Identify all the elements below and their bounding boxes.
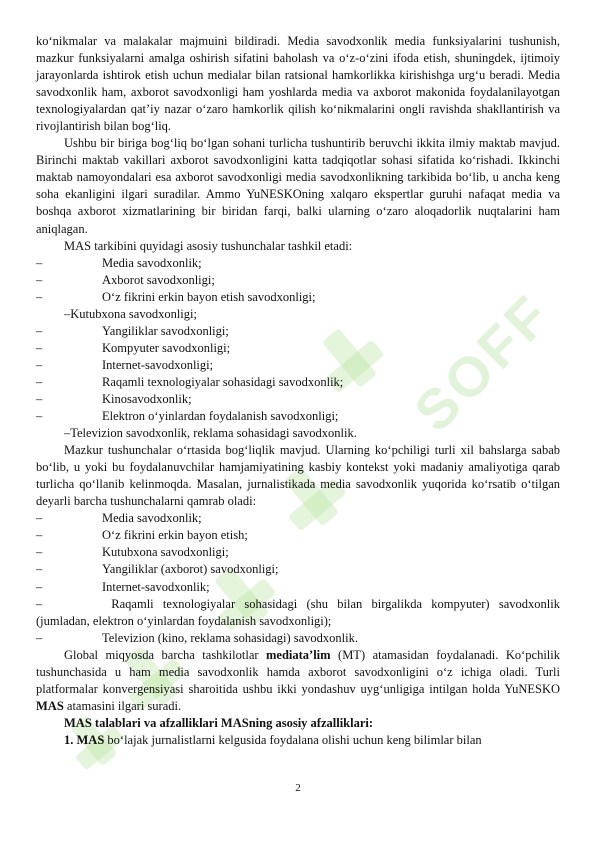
list-item-text: Yangiliklar (axborot) savodxonligi;	[102, 562, 279, 577]
paragraph	[36, 715, 560, 732]
list-item-text: O‘z fikrini erkin bayon etish;	[102, 528, 248, 543]
list-item-text: O‘z fikrini erkin bayon etish savodxonligi;	[102, 289, 316, 304]
list-item-text: Televizion (kino, reklama sohasidagi) savodxonlik.	[102, 630, 359, 645]
list-dash: –	[36, 409, 43, 424]
page-number: 2	[295, 782, 301, 794]
text-run: bo‘lajak jurnalistlarni kelgusida foydalana olishi uchun keng bilimlar bilan	[104, 732, 482, 747]
list-item	[36, 357, 560, 374]
document-body	[36, 33, 560, 749]
list-item-text: Internet-savodxonlik;	[102, 579, 210, 594]
text-run: (MT) atamasidan foydalanadi. Ko‘pchilik tushunchasida u ham media savodxonlik hamda axborot savodxonligini o‘z ichiga oladi. Turli platformalar konvergensiyasi sharoitida ushbu ikki yondashuv uyg‘unligiga intilgan holda YuNESKO	[36, 647, 560, 696]
list-item	[36, 408, 560, 425]
paragraph	[36, 732, 560, 749]
list-item-text: Raqamli texnologiyalar sohasidagi (shu bilan birgalikda kompyuter) savodxonlik (jumladan, elektron o‘yinlardan foydalanish savodxonligi);	[36, 596, 560, 628]
text-run: atamasini ilgari suradi.	[63, 698, 182, 713]
list-dash: –	[36, 374, 43, 389]
list-item	[36, 561, 560, 578]
list-item	[36, 510, 560, 527]
list-item-text: Kompyuter savodxonligi;	[102, 340, 231, 355]
list-item-text: Raqamli texnologiyalar sohasidagi savodxonlik;	[102, 374, 344, 389]
list-item-text: Axborot savodxonligi;	[102, 272, 215, 287]
list-dash: –	[36, 272, 43, 287]
list-dash: –	[36, 596, 43, 611]
paragraph: ko‘nikmalar va malakalar majmuini bildiradi. Media savodxonlik media funksiyalarini tushunish, mazkur funksiyalarni amalga oshirish sifatini baholash va o‘z-o‘zini ifoda etish, shuningdek, ijtimoiy jarayonlarda ishtirok etish uchun medialar bilan ratsional hamkorlikka kirishishga urg‘u beradi. Media savodxonlik ham, axborot savodxonligi ham yoshlarda media va axborot makonida foydalanilayotgan texnologiyalardan qat’iy nazar o‘zaro hamkorlik qilish ko‘nikmalarini ongli ravishda shakllantirish va rivojlantirish bilan bog‘liq.	[36, 34, 560, 134]
list-item: –Televizion savodxonlik, reklama sohasidagi savodxonlik.	[64, 426, 357, 441]
list-dash: –	[36, 391, 43, 406]
list-dash: –	[36, 289, 43, 304]
list-item	[36, 630, 560, 647]
paragraph: Mazkur tushunchalar o‘rtasida bog‘liqlik mavjud. Ularning ko‘pchiligi turli xil bahslarga sabab bo‘lib, u yoki bu foydalanuvchilar hamjamiyatining kasbiy kontekst yoki madaniy amaliyotiga qarab turlicha qo‘llanib kelinmoqda. Masalan, jurnalistikada media savodxonlik yuqorida ko‘rsatib o‘tilgan deyarli barcha tushunchalarni qamrab oladi:	[36, 443, 560, 509]
list-item	[36, 391, 560, 408]
list-item-text: Kinosavodxonlik;	[102, 391, 192, 406]
list-item	[36, 374, 560, 391]
list-dash: –	[36, 562, 43, 577]
list-dash: –	[36, 545, 43, 560]
bold-text: MAS talablari va afzalliklari MASning asosiy afzalliklari:	[64, 715, 374, 730]
bold-text: mediata’lim	[266, 647, 331, 662]
list-dash: –	[36, 579, 43, 594]
list-item	[36, 527, 560, 544]
list-item-text: Yangiliklar savodxonligi;	[102, 323, 229, 338]
list-dash: –	[36, 511, 43, 526]
paragraph: MAS tarkibini quyidagi asosiy tushunchalar tashkil etadi:	[64, 238, 353, 253]
list-item	[36, 544, 560, 561]
watermark-text: SOFF	[401, 281, 564, 444]
list-item	[36, 340, 560, 357]
list-item: –Kutubxona savodxonligi;	[64, 306, 197, 321]
list-dash: –	[36, 528, 43, 543]
list-dash: –	[36, 255, 43, 270]
list-item	[36, 272, 560, 289]
list-item	[36, 255, 560, 272]
paragraph: Ushbu bir biriga bog‘liq bo‘lgan sohani turlicha tushuntirib beruvchi ikkita ilmiy maktab mavjud. Birinchi maktab vakillari axborot savodxonligini katta tadqiqotlar sohasi sifatida ko‘rishadi. Ikkinchi maktab namoyondalari esa axborot savodxonligi media savodxonlikning tarkibida bo‘lib, u ancha keng soha ekanligini ilgari suradilar. Ammo YuNESKOning xalqaro ekspertlar guruhi nafaqat media va boshqa axborot xizmatlarining bir biridan farqi, balki ularning o‘zaro aloqadorlik nuqtalarini ham aniqlagan.	[36, 136, 560, 236]
list-item	[36, 579, 560, 596]
bold-text: 1. MAS	[64, 732, 105, 747]
bold-text: MAS	[36, 698, 64, 713]
list-item	[36, 596, 560, 630]
list-dash: –	[36, 630, 43, 645]
text-run: Global miqyosda barcha tashkilotlar	[64, 647, 266, 662]
list-dash: –	[36, 323, 43, 338]
list-item-text: Media savodxonlik;	[102, 255, 202, 270]
list-dash: –	[36, 357, 43, 372]
list-item-text: Media savodxonlik;	[102, 511, 202, 526]
paragraph	[36, 647, 560, 715]
list-item-text: Kutubxona savodxonligi;	[102, 545, 229, 560]
list-item	[36, 323, 560, 340]
list-dash: –	[36, 340, 43, 355]
list-item-text: Elektron o‘yinlardan foydalanish savodxonligi;	[102, 409, 339, 424]
list-item-text: Internet-savodxonligi;	[102, 357, 214, 372]
list-item	[36, 289, 560, 306]
